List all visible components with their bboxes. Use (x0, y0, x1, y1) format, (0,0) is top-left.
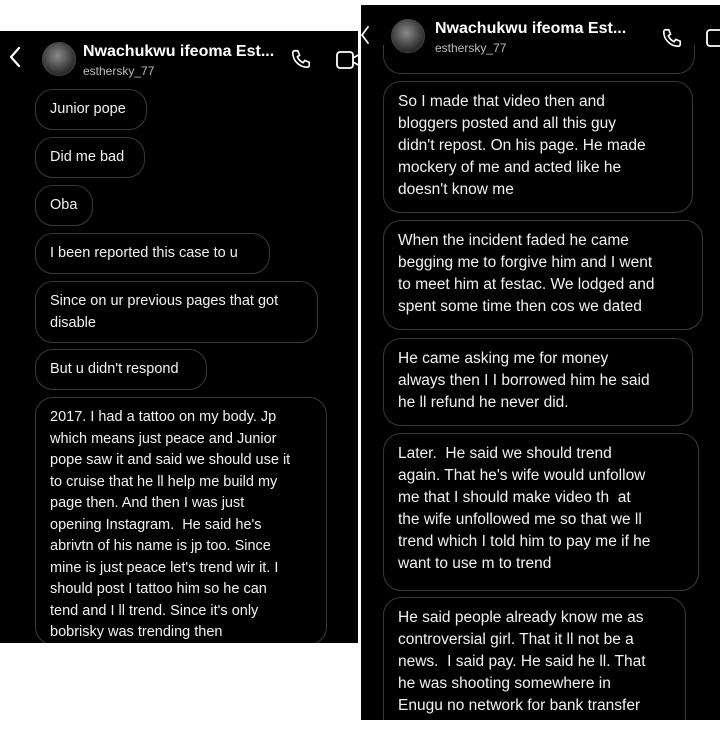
message-bubble[interactable]: 2017. I had a tattoo on my body. Jp which means just peace and Junior pope saw it and said we should use it to cruise that he ll help me build my page then. And then I was just opening Instagram. He said he's abrivtn of his name is jp too. Since mine is just peace let's trend wir it. I should post I tattoo him so he can tend and I ll trend. Since it's only bobrisky was trending then (35, 397, 327, 643)
message-bubble[interactable]: When the incident faded he came begging me to forgive him and I went to meet him at festac. We lodged and spent some time then cos we dated (383, 220, 703, 330)
contact-avatar[interactable] (42, 42, 76, 76)
left-chat-screenshot (0, 31, 358, 643)
message-bubble[interactable]: So I made that video then and bloggers posted and all this guy didn't repost. On his page. He made mockery of me and acted like he doesn't know me (383, 81, 693, 213)
contact-name[interactable]: Nwachukwu ifeoma Est... (83, 43, 275, 60)
back-arrow-icon[interactable] (8, 45, 22, 69)
phone-call-icon[interactable] (290, 48, 312, 70)
contact-handle: esthersky_77 (435, 41, 507, 55)
message-bubble[interactable]: But u didn't respond (35, 349, 207, 390)
previous-bubble-edge (383, 45, 695, 74)
right-chat-screenshot (361, 5, 720, 720)
chat-header (0, 31, 358, 89)
message-bubble[interactable]: Since on ur previous pages that got disable (35, 281, 318, 343)
message-bubble[interactable]: I been reported this case to u (35, 233, 270, 274)
back-arrow-icon[interactable] (361, 25, 369, 45)
video-call-icon[interactable] (705, 27, 720, 49)
message-bubble[interactable]: Did me bad (35, 137, 145, 178)
message-bubble[interactable]: He said people already know me as controversial girl. That it ll not be a news. I said pay. He said he ll. That he was shooting somewhere in Enugu no network for bank transfer (383, 597, 686, 720)
message-bubble[interactable]: Oba (35, 185, 93, 226)
contact-handle: esthersky_77 (83, 64, 155, 78)
message-bubble[interactable]: He came asking me for money always then I I borrowed him he said he ll refund he never did. (383, 338, 693, 426)
contact-name[interactable]: Nwachukwu ifeoma Est... (435, 20, 627, 37)
message-bubble[interactable]: Junior pope (35, 89, 147, 130)
video-call-icon[interactable] (335, 49, 358, 71)
message-bubble[interactable]: Later. He said we should trend again. That he's wife would unfollow me that I should make video th at the wife unfollowed me so that we ll trend which I told him to pay me if he want to use m to trend (383, 433, 699, 591)
